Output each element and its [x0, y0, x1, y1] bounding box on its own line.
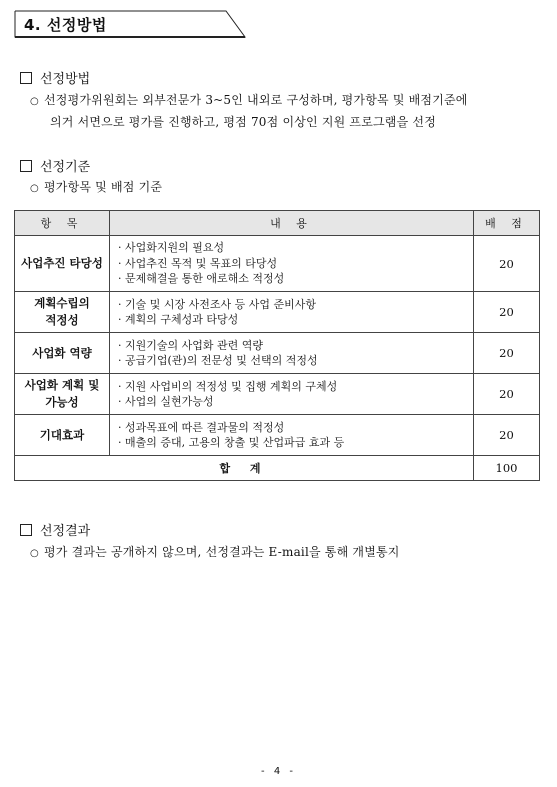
- header-item: 항 목: [15, 211, 110, 236]
- bullet-criteria: ○ 평가항목 및 배점 기준: [30, 177, 162, 199]
- table-row: 기대효과 · 성과목표에 따른 결과물의 적정성 · 매출의 증대, 고용의 창출 및 산업파급 효과 등 20: [15, 415, 540, 456]
- section-title-criteria: 선정기준: [20, 156, 90, 175]
- section-title-method: 선정방법: [20, 68, 90, 87]
- square-bullet-icon: [20, 72, 32, 84]
- page-title: 4. 선정방법: [24, 16, 107, 34]
- section-title-result: 선정결과: [20, 520, 90, 539]
- circle-bullet-icon: ○: [30, 183, 39, 194]
- bullet-method: ○ 선정평가위원회는 외부전문가 3~5인 내외로 구성하며, 평가항목 및 배점기준에 의거 서면으로 평가를 진행하고, 평점 70점 이상인 지원 프로그램을 선정: [30, 93, 468, 129]
- circle-bullet-icon: ○: [30, 548, 39, 559]
- table-row: 계획수립의 적정성 · 기술 및 시장 사전조사 등 사업 준비사항 · 계획의 구체성과 타당성 20: [15, 292, 540, 333]
- header-content: 내 용: [110, 211, 474, 236]
- table-total-row: [15, 456, 540, 481]
- total-label: 합 계: [15, 456, 474, 481]
- circle-bullet-icon: ○: [30, 96, 39, 107]
- page-number: - 4 -: [261, 766, 296, 777]
- bullet-result: ○ 평가 결과는 공개하지 않으며, 선정결과는 E-mail을 통해 개별통지: [30, 542, 400, 564]
- table-row: 사업화 계획 및 가능성 · 지원 사업비의 적정성 및 집행 계획의 구체성 · 사업의 실현가능성 20: [15, 374, 540, 415]
- header-score: 배 점: [474, 211, 540, 236]
- section-header: [14, 10, 246, 38]
- table-row: 사업화 역량 · 지원기술의 사업화 관련 역량 · 공급기업(관)의 전문성 및 선택의 적정성 20: [15, 333, 540, 374]
- square-bullet-icon: [20, 524, 32, 536]
- square-bullet-icon: [20, 160, 32, 172]
- total-score: 100: [474, 456, 540, 481]
- criteria-table: [14, 210, 540, 481]
- table-row: 사업추진 타당성 · 사업화지원의 필요성 · 사업추진 목적 및 목표의 타당성 · 문제해결을 통한 애로해소 적정성 20: [15, 236, 540, 292]
